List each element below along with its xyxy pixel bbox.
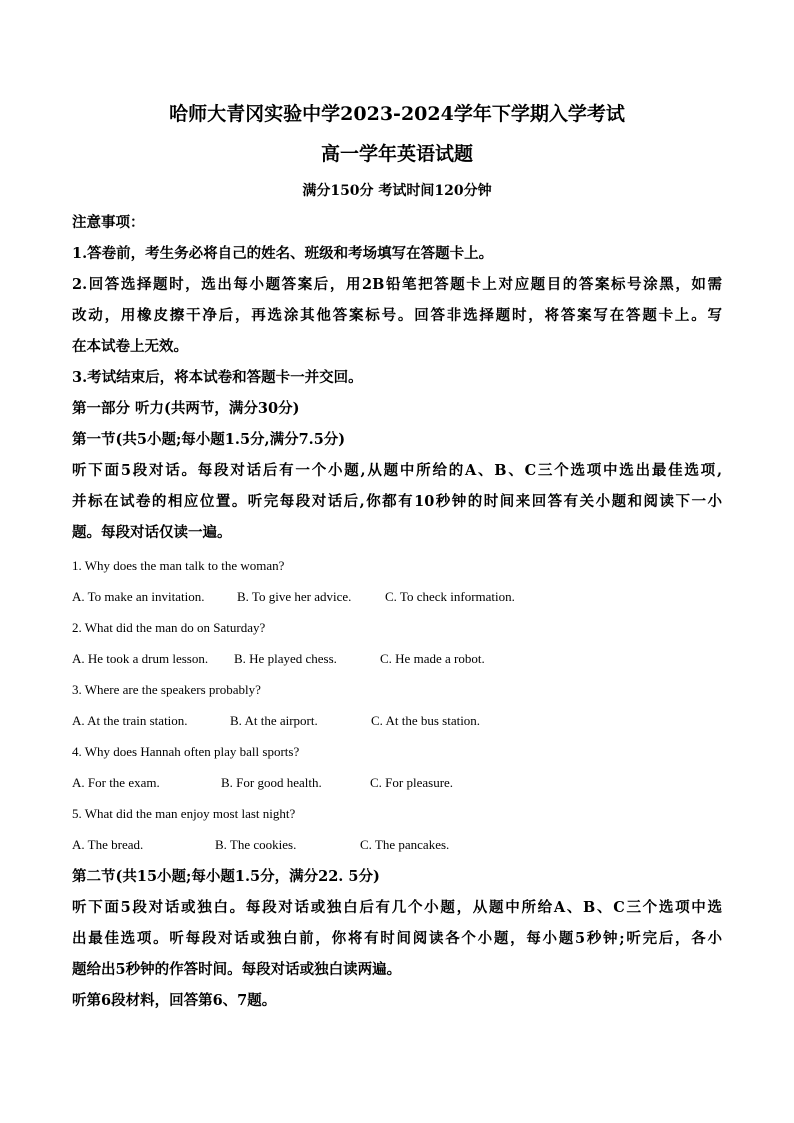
option-b: B. At the airport. xyxy=(230,713,318,728)
section1-heading: 第一节(共5小题;每小题1.5分,满分7.5分) xyxy=(72,431,346,448)
option-c: C. For pleasure. xyxy=(370,775,454,790)
option-c: C. To check information. xyxy=(385,589,515,604)
option-c: C. He made a robot. xyxy=(380,651,485,666)
option-a: A. For the exam. xyxy=(72,775,160,790)
option-b: B. For good health. xyxy=(221,775,322,790)
notes-heading: 注意事项： xyxy=(72,214,145,231)
question-stem: 5. What did the man enjoy most last night? xyxy=(72,806,296,821)
section2-instructions-line-1: 听下面5段对话或独白。每段对话或独白后有几个小题，从题中所给A、B、C三个选项中选 xyxy=(72,899,722,916)
option-a: A. He took a drum lesson. xyxy=(72,651,209,666)
section2-heading: 第二节(共15小题;每小题1.5分，满分22. 5分) xyxy=(72,868,380,885)
exam-subtitle: 高一学年英语试题 xyxy=(320,143,473,165)
option-b: B. He played chess. xyxy=(234,651,337,666)
question-stem: 1. Why does the man talk to the woman? xyxy=(72,558,285,573)
section1-instructions-line-2: 并标在试卷的相应位置。听完每段对话后,你都有10秒钟的时间来回答有关小题和阅读下一小 xyxy=(72,493,722,510)
option-a: A. At the train station. xyxy=(72,713,188,728)
note-item-2-line-1: 2.回答选择题时，选出每小题答案后，用2B铅笔把答题卡上对应题目的答案标号涂黑，如需 xyxy=(72,276,722,293)
question-stem: 3. Where are the speakers probably? xyxy=(72,682,261,697)
note-item-2-line-2: 改动，用橡皮擦干净后，再选涂其他答案标号。回答非选择题时，将答案写在答题卡上。写 xyxy=(72,307,722,324)
question-stem: 4. Why does Hannah often play ball sports? xyxy=(72,744,300,759)
material-6-prompt: 听第6段材料，回答第6、7题。 xyxy=(72,992,277,1009)
option-a: A. To make an invitation. xyxy=(72,589,205,604)
option-a: A. The bread. xyxy=(72,837,144,852)
exam-meta: 满分150分 考试时间120分钟 xyxy=(302,183,492,199)
section2-instructions-line-2: 出最佳选项。听每段对话或独白前，你将有时间阅读各个小题，每小题5秒钟;听完后，各小 xyxy=(72,930,722,947)
question-stem: 2. What did the man do on Saturday? xyxy=(72,620,266,635)
part1-heading: 第一部分 听力(共两节，满分30分) xyxy=(72,400,300,417)
section2-instructions-line-3: 题给出5秒钟的作答时间。每段对话或独白读两遍。 xyxy=(72,961,402,978)
section1-instructions-line-3: 题。每段对话仅读一遍。 xyxy=(72,524,232,541)
note-item-1: 1.答卷前，考生务必将自己的姓名、班级和考场填写在答题卡上。 xyxy=(72,245,494,262)
option-c: C. The pancakes. xyxy=(360,837,450,852)
note-item-3: 3.考试结束后，将本试卷和答题卡一并交回。 xyxy=(72,369,363,386)
option-c: C. At the bus station. xyxy=(371,713,481,728)
section1-instructions-line-1: 听下面5段对话。每段对话后有一个小题,从题中所给的A、B、C三个选项中选出最佳选项, xyxy=(72,462,722,479)
exam-title: 哈师大青冈实验中学2023-2024学年下学期入学考试 xyxy=(169,103,625,125)
option-b: B. The cookies. xyxy=(215,837,297,852)
note-item-2-line-3: 在本试卷上无效。 xyxy=(72,338,188,355)
option-b: B. To give her advice. xyxy=(237,589,352,604)
